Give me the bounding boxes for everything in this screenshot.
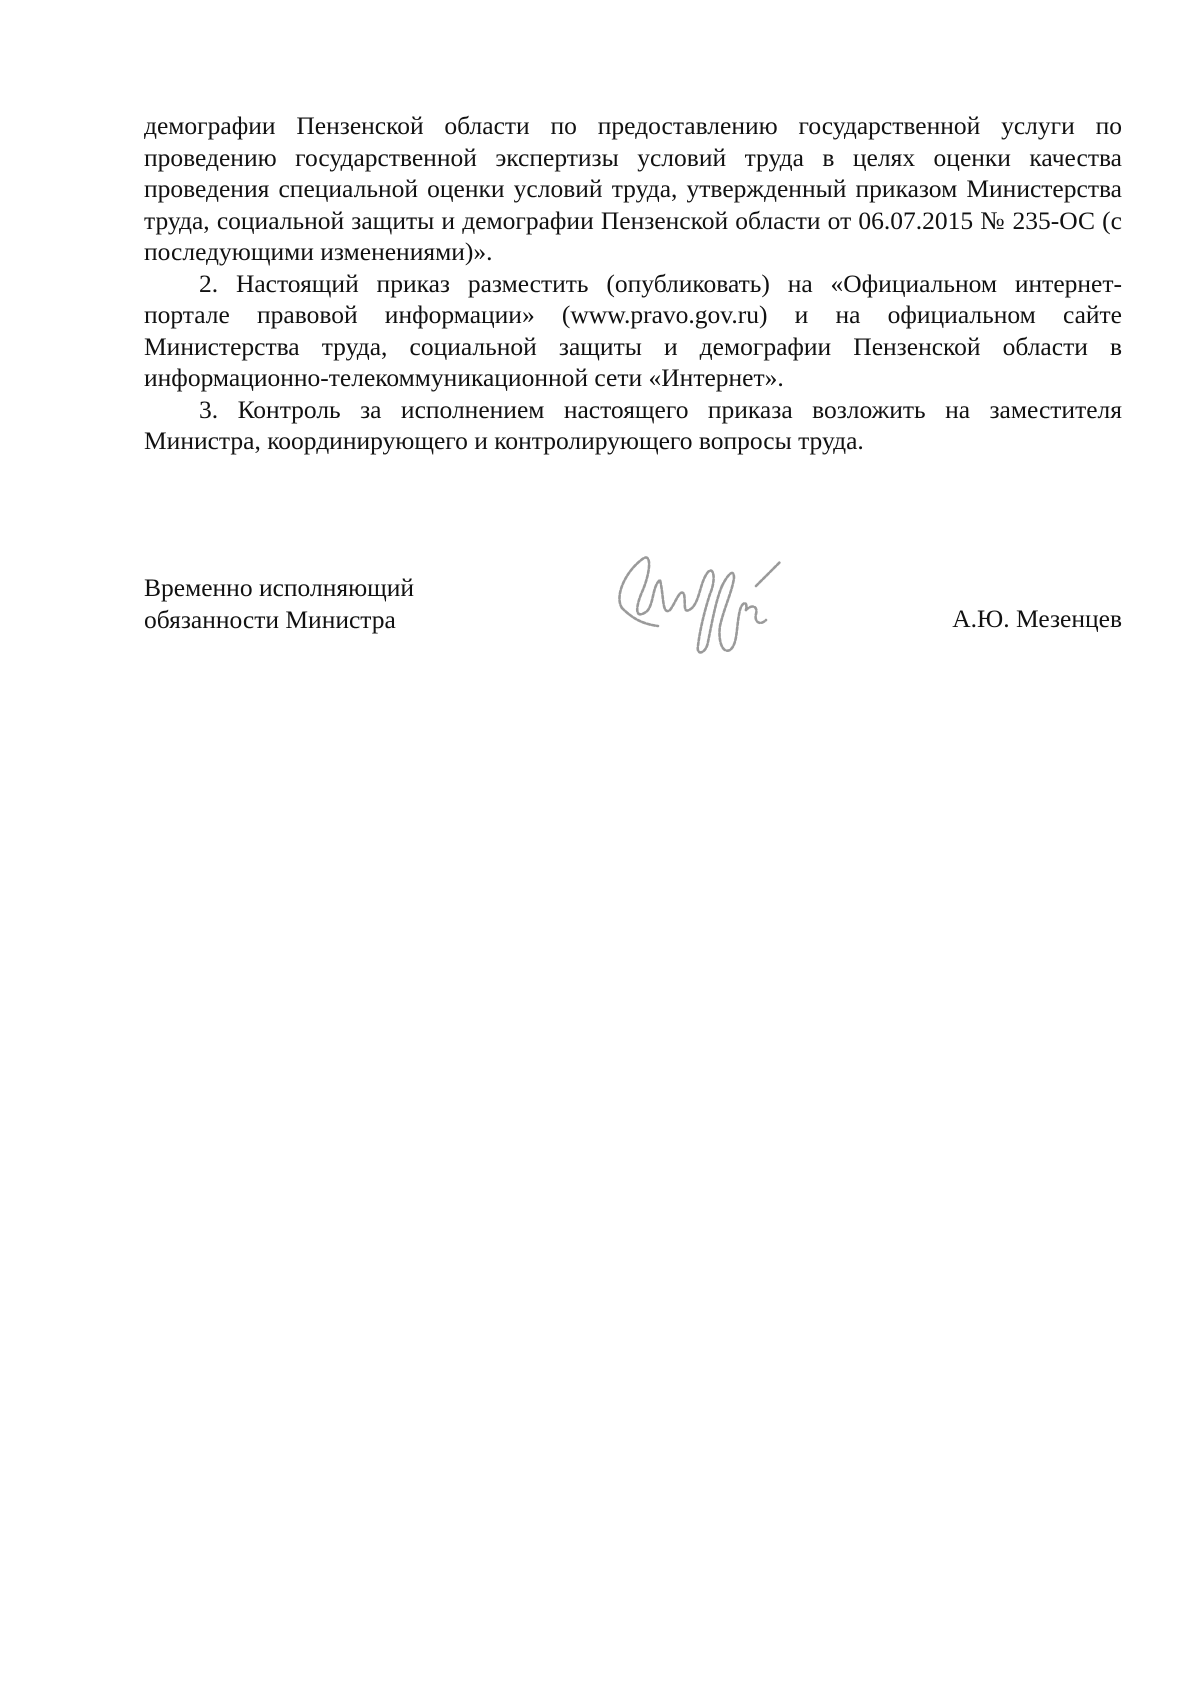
paragraph-continuation: демографии Пензенской области по предоставлению государственной услуги по проведению государственной экспертизы условий труда в целях оценки качества проведения специальной оценки условий труда, утвержденный приказом Министерства труда, социальной защиты и демографии Пензенской области от 06.07.2015 № 235-ОС (с последующими изменениями)». [144, 111, 1122, 266]
paragraph-2-publication: 2. Настоящий приказ разместить (опубликовать) на «Официальном интернет-портале правовой информации» (www.pravo.gov.ru) и на официальном сайте Министерства труда, социальной защиты и демографии Пензенской области в информационно-телекоммуникационной сети «Интернет». [144, 268, 1122, 392]
signatory-name: А.Ю. Мезенцев [952, 604, 1122, 633]
document-body [144, 110, 1122, 457]
signatory-position [144, 572, 414, 635]
signatory-position-line-2: обязанности Министра [144, 604, 396, 634]
handwritten-signature [608, 546, 788, 666]
paragraph-3-control: 3. Контроль за исполнением настоящего приказа возложить на заместителя Министра, координирующего и контролирующего вопросы труда. [144, 394, 1122, 455]
signatory-position-line-1: Временно исполняющий [144, 573, 415, 602]
